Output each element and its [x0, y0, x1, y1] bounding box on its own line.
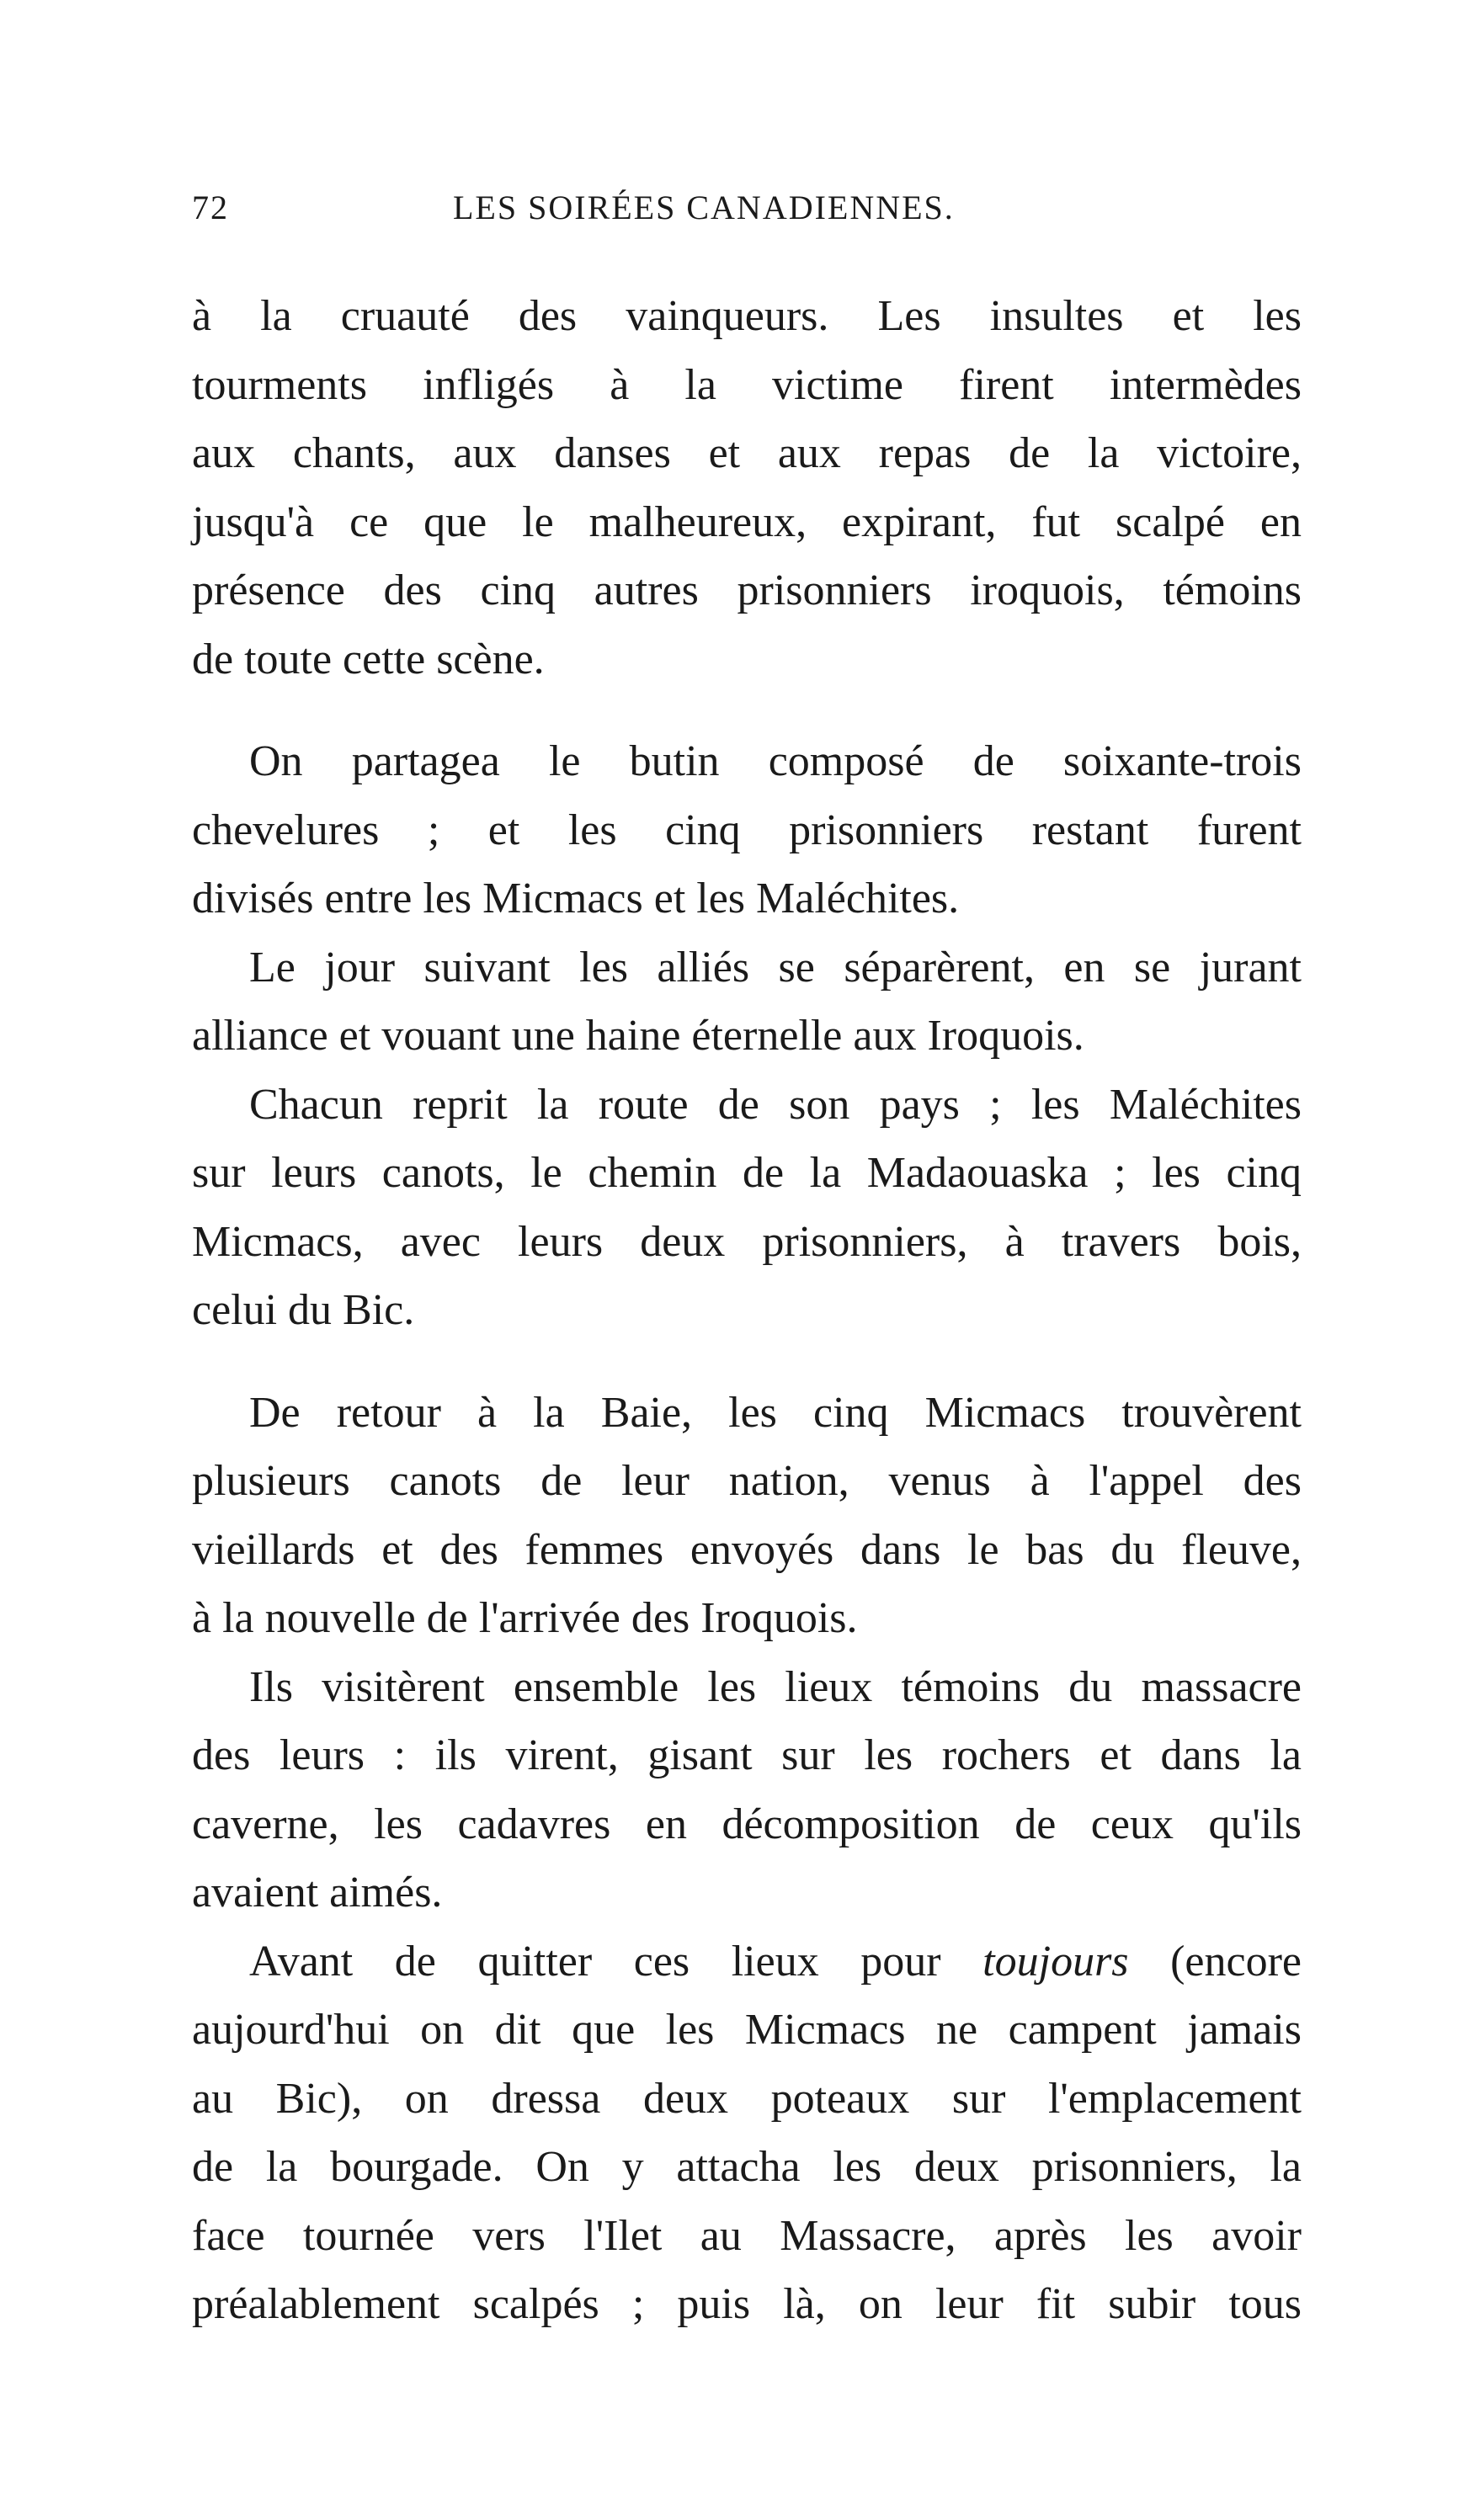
- text-line: avaient aimés.: [192, 1869, 443, 1917]
- page-body: [192, 282, 1302, 2339]
- paragraph: [192, 1653, 1302, 1927]
- text-line: aux chants, aux danses et aux repas de la victoire,: [192, 429, 1302, 477]
- text-line: de la bourgade. On y attacha les deux prisonniers, la: [192, 2143, 1302, 2191]
- text-line: alliance et vouant une haine éternelle aux Iroquois.: [192, 1012, 1084, 1060]
- text-line: à la nouvelle de l'arrivée des Iroquois.: [192, 1594, 858, 1642]
- text-line: vieillards et des femmes envoyés dans le bas du fleuve,: [192, 1525, 1302, 1574]
- paragraph: [192, 1379, 1302, 1653]
- paragraph-spacer: [192, 694, 1302, 727]
- text-line: aujourd'hui on dit que les Micmacs ne campent jamais: [192, 2006, 1302, 2054]
- paragraph: [192, 282, 1302, 694]
- text-line: plusieurs canots de leur nation, venus à l'appel des: [192, 1457, 1302, 1505]
- running-title: LES SOIRÉES CANADIENNES.: [453, 189, 955, 226]
- book-page: [192, 173, 1302, 2339]
- text-line: chevelures ; et les cinq prisonniers restant furent: [192, 805, 1302, 854]
- paragraph: [192, 1071, 1302, 1345]
- paragraph-spacer: [192, 1345, 1302, 1379]
- text-line: Micmacs, avec leurs deux prisonniers, à travers bois,: [192, 1217, 1302, 1266]
- text-line: présence des cinq autres prisonniers iroquois, témoins: [192, 566, 1302, 614]
- text-line: celui du Bic.: [192, 1286, 415, 1334]
- text-line: sur leurs canots, le chemin de la Madaouaska ; les cinq: [192, 1149, 1302, 1197]
- text-line: préalablement scalpés ; puis là, on leur fit subir tous: [192, 2280, 1302, 2328]
- page-number: 72: [192, 189, 229, 226]
- text-line: tourments infligés à la victime firent intermèdes: [192, 360, 1302, 409]
- text-line: jusqu'à ce que le malheureux, expirant, fut scalpé en: [192, 497, 1302, 546]
- text-line: caverne, les cadavres en décomposition de ceux qu'ils: [192, 1800, 1302, 1848]
- emphasis: toujours: [982, 1937, 1129, 1986]
- running-head: [192, 173, 1302, 240]
- text-line: Chacun reprit la route de son pays ; les Maléchites: [249, 1080, 1302, 1129]
- paragraph: [192, 933, 1302, 1071]
- paragraph: [192, 727, 1302, 933]
- text-line: divisés entre les Micmacs et les Maléchites.: [192, 875, 960, 922]
- text-line: au Bic), on dressa deux poteaux sur l'emplacement: [192, 2074, 1302, 2123]
- text-line: Ils visitèrent ensemble les lieux témoins du massacre: [249, 1662, 1302, 1711]
- text-line: des leurs : ils virent, gisant sur les rochers et dans la: [192, 1731, 1302, 1779]
- paragraph: [192, 1927, 1302, 2339]
- text-line: face tournée vers l'Ilet au Massacre, après les avoir: [192, 2211, 1302, 2260]
- text-line: De retour à la Baie, les cinq Micmacs trouvèrent: [249, 1388, 1302, 1437]
- text-line: de toute cette scène.: [192, 635, 545, 683]
- text-line: Le jour suivant les alliés se séparèrent, en se jurant: [249, 943, 1302, 992]
- text-line: à la cruauté des vainqueurs. Les insultes et les: [192, 292, 1302, 340]
- text-line: Avant de quitter ces lieux pour toujours (encore: [249, 1937, 1302, 1986]
- text-line: On partagea le butin composé de soixante-trois: [249, 737, 1302, 785]
